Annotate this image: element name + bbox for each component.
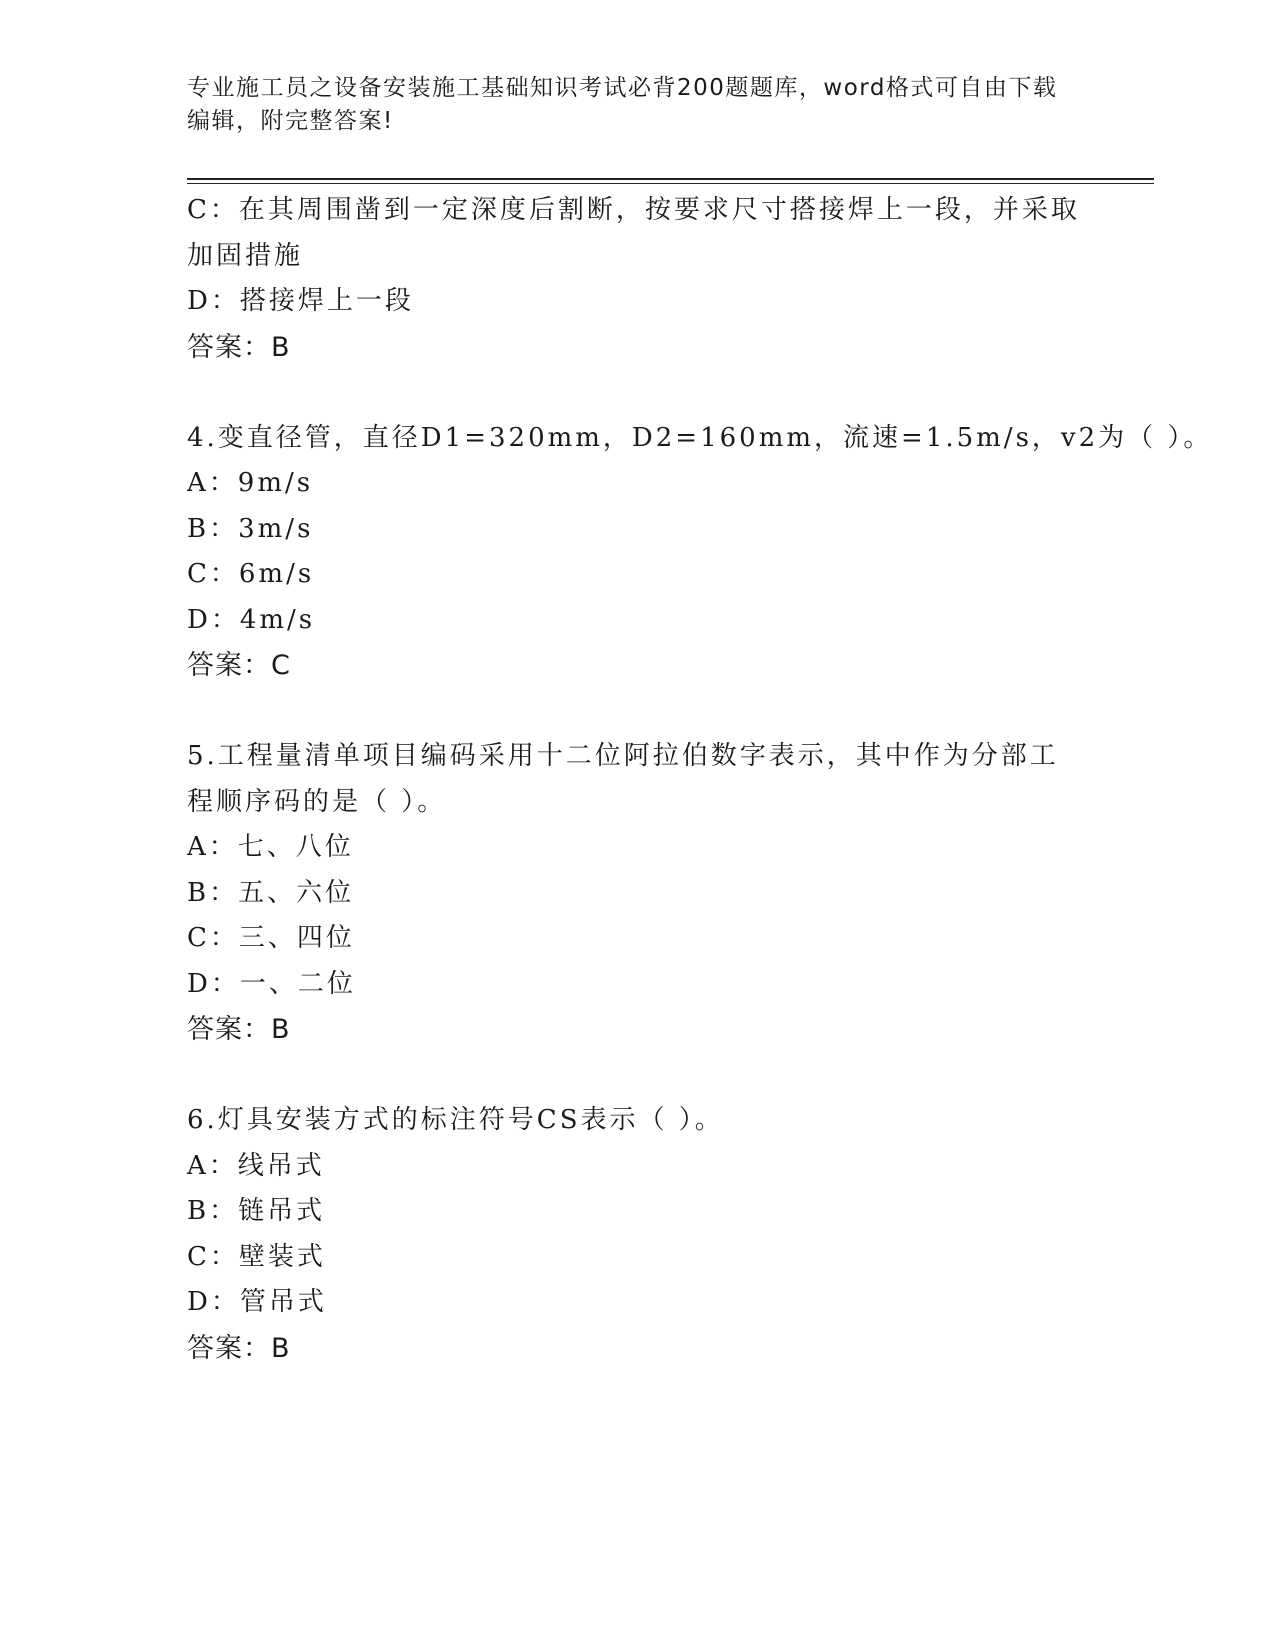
q3-answer: 答案：B [187,331,291,363]
header-divider-thin [187,183,1154,184]
q6-answer: 答案：B [187,1332,291,1364]
q4-option-d: D：4m/s [187,604,316,635]
q6-stem: 6.灯具安装方式的标注符号CS表示（ ）。 [187,1105,724,1135]
question-4-block [187,416,1213,689]
header-title-line-2: 编辑，附完整答案! [187,108,394,134]
document-body [187,188,1213,1371]
q4-option-a: A：9m/s [187,468,314,498]
q5-stem-line-1: 5.工程量清单项目编码采用十二位阿拉伯数字表示，其中作为分部工 [187,741,1059,771]
question-6-block [187,1098,1087,1371]
document-header [187,72,1067,138]
q5-answer: 答案：B [187,1014,291,1045]
q3-option-c-line-1: C：在其周围凿到一定深度后割断，按要求尺寸搭接焊上一段，并采取 [187,195,1080,225]
q4-option-c: C：6m/s [187,559,315,589]
header-divider-thick [187,178,1154,180]
q6-option-d: D：管吊式 [187,1287,327,1317]
q5-option-c: C：三、四位 [187,923,355,953]
q5-option-b: B：五、六位 [187,877,355,908]
spacer [187,689,1087,735]
q6-option-a: A：线吊式 [187,1150,325,1181]
q5-stem-line-2: 程顺序码的是（ ）。 [187,786,447,817]
q4-option-b: B：3m/s [187,513,314,544]
header-title-line-1: 专业施工员之设备安装施工基础知识考试必背200题题库，word格式可自由下载 [187,75,1058,101]
q6-option-b: B：链吊式 [187,1196,326,1226]
q3-option-d: D：搭接焊上一段 [187,286,414,316]
spacer [187,370,1087,416]
question-3-block [187,188,1087,370]
q5-option-a: A：七、八位 [187,832,354,862]
spacer [187,1053,1087,1099]
q5-option-d: D：一、二位 [187,968,356,999]
q6-option-c: C：壁装式 [187,1241,326,1272]
q4-stem: 4.变直径管，直径D1=320mm，D2=160mm，流速=1.5m/s，v2为（ ）。 [187,422,1213,453]
q3-option-c-line-2: 加固措施 [187,240,304,271]
question-5-block [187,734,1087,1053]
q4-answer: 答案：C [187,650,291,681]
